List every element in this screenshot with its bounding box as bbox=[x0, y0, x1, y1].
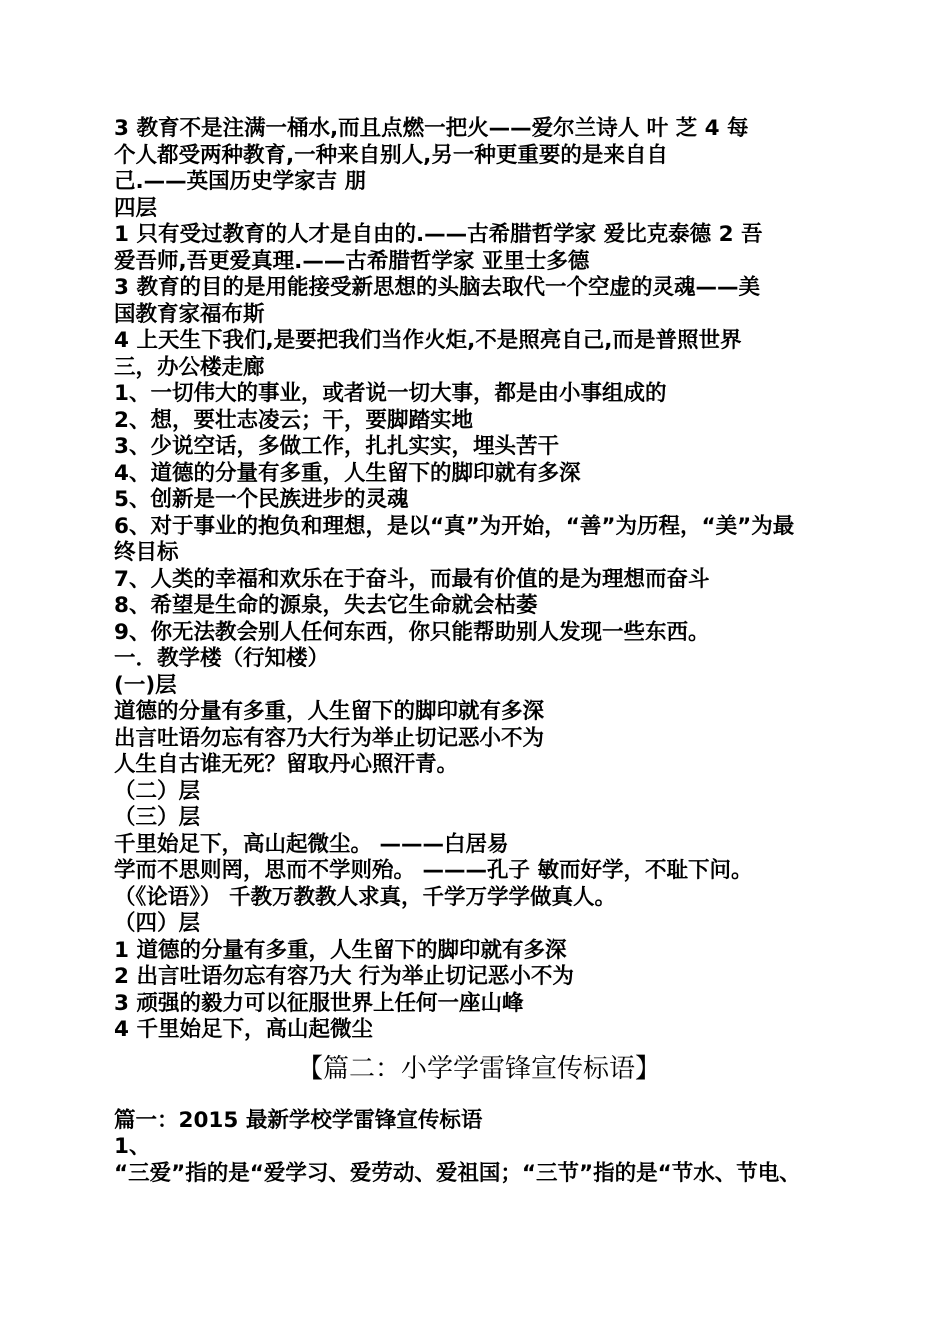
text-line: 3 顽强的毅力可以征服世界上任何一座山峰 bbox=[114, 990, 524, 1016]
text-line: 5、创新是一个民族进步的灵魂 bbox=[114, 487, 409, 512]
text-line: 4 上天生下我们,是要把我们当作火炬,不是照亮自己,而是普照世界 bbox=[114, 328, 742, 353]
text-line: 三，办公楼走廊 bbox=[114, 354, 265, 380]
text-line: 1、 bbox=[114, 1134, 151, 1159]
text-line: 学而不思则罔，思而不学则殆。 ———孔子 敏而好学，不耻下问。 bbox=[114, 858, 753, 883]
text-line: 终目标 bbox=[114, 540, 179, 565]
spacer bbox=[114, 1044, 844, 1052]
slogan-list bbox=[114, 116, 844, 1044]
text-line: 四层 bbox=[114, 195, 158, 221]
text-line: 1、一切伟大的事业，或者说一切大事，都是由小事组成的 bbox=[114, 381, 667, 406]
text-line: 2、想，要壮志凌云；干，要脚踏实地 bbox=[114, 407, 473, 433]
text-line: 7、人类的幸福和欢乐在于奋斗，而最有价值的是为理想而奋斗 bbox=[114, 566, 710, 592]
text-line: 3 教育的目的是用能接受新思想的头脑去取代一个空虚的灵魂——美 bbox=[114, 275, 760, 300]
subsection-list bbox=[114, 1108, 844, 1188]
text-line: 己.——英国历史学家吉 朋 bbox=[114, 169, 367, 194]
text-line: 4 千里始足下，高山起微尘 bbox=[114, 1017, 373, 1042]
text-line: (一)层 bbox=[114, 672, 177, 698]
text-line: 8、希望是生命的源泉，失去它生命就会枯萎 bbox=[114, 593, 538, 618]
text-line: （四）层 bbox=[114, 911, 201, 936]
text-line: 4、道德的分量有多重，人生留下的脚印就有多深 bbox=[114, 460, 581, 486]
text-line: （二）层 bbox=[114, 778, 201, 804]
text-line: 个人都受两种教育,一种来自别人,另一种更重要的是来自自 bbox=[114, 142, 668, 168]
text-line: 3、少说空话，多做工作，扎扎实实，埋头苦干 bbox=[114, 434, 559, 459]
text-line: 出言吐语勿忘有容乃大行为举止切记恶小不为 bbox=[114, 725, 545, 751]
text-line: （三）层 bbox=[114, 805, 201, 830]
document-body bbox=[114, 116, 844, 1187]
section-heading: 【篇二：小学学雷锋宣传标语】 bbox=[296, 1053, 661, 1084]
text-line: 人生自古谁无死？留取丹心照汗青。 bbox=[114, 752, 459, 777]
text-line: 道德的分量有多重，人生留下的脚印就有多深 bbox=[114, 699, 545, 724]
text-line: 篇一：2015 最新学校学雷锋宣传标语 bbox=[114, 1107, 483, 1133]
text-line: （《论语》） 千教万教教人求真，千学万学学做真人。 bbox=[114, 884, 616, 910]
text-line: 6、对于事业的抱负和理想，是以“真”为开始，“善”为历程，“美”为最 bbox=[114, 513, 795, 539]
text-line: 9、你无法教会别人任何东西，你只能帮助别人发现一些东西。 bbox=[114, 619, 710, 645]
text-line: 2 出言吐语勿忘有容乃大 行为举止切记恶小不为 bbox=[114, 964, 574, 989]
text-line: “三爱”指的是“爱学习、爱劳动、爱祖国；“三节”指的是“节水、节电、 bbox=[114, 1160, 801, 1186]
text-line: 3 教育不是注满一桶水,而且点燃一把火——爱尔兰诗人 叶 芝 4 每 bbox=[114, 116, 749, 141]
text-line: 1 道德的分量有多重，人生留下的脚印就有多深 bbox=[114, 937, 567, 963]
text-line: 1 只有受过教育的人才是自由的.——古希腊哲学家 爱比克泰德 2 吾 bbox=[114, 222, 763, 247]
text-line: 千里始足下，高山起微尘。 ———白居易 bbox=[114, 831, 509, 857]
text-line: 一．教学楼（行知楼） bbox=[114, 646, 330, 671]
text-line: 国教育家福布斯 bbox=[114, 301, 265, 327]
text-line: 爱吾师,吾更爱真理.——古希腊哲学家 亚里士多德 bbox=[114, 248, 590, 274]
